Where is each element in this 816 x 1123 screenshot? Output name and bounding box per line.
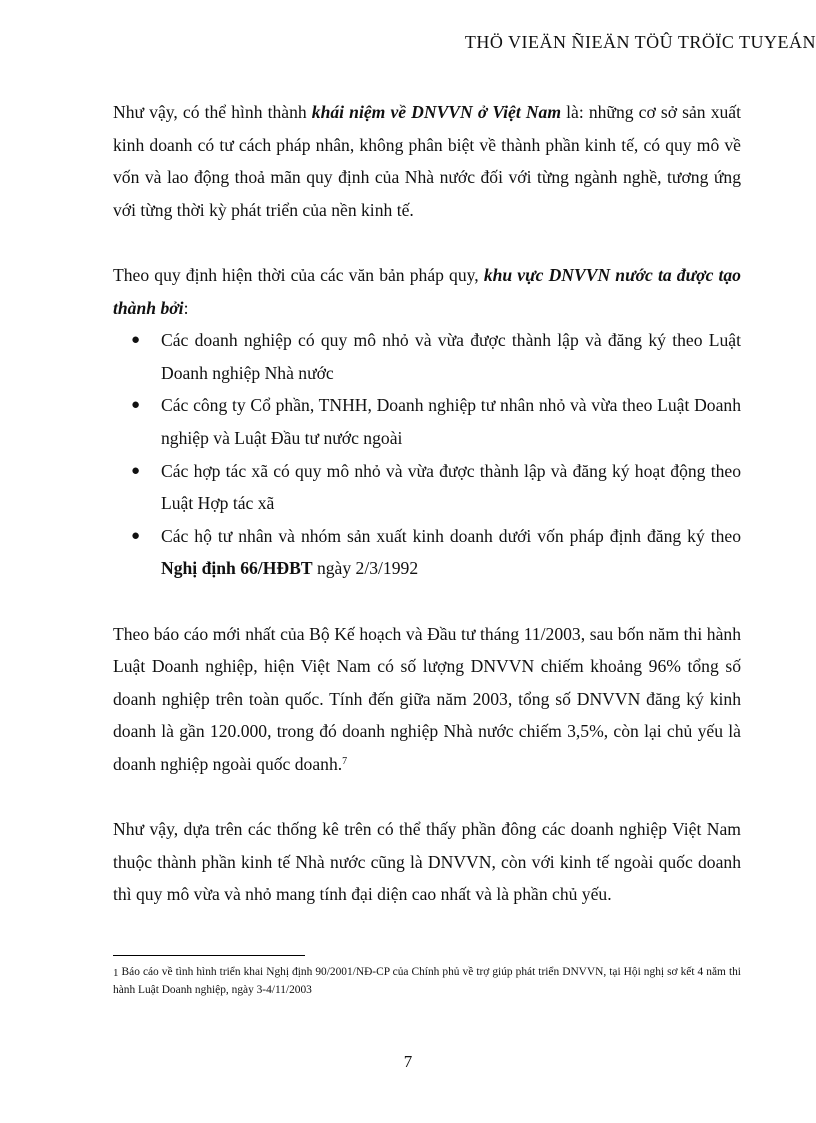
para1-after: là: những cơ sở sản xuất kinh doanh có tư cách pháp nhân, không phân biệt về thành phần kinh tế, có quy mô về vốn và lao động thoả mãn quy định của Nhà nước đối với từng ngành nghề, tương ứng với từng thời kỳ phát triển của nền kinh tế. [113,102,741,220]
page-content [113,96,741,911]
para4-text: Như vậy, dựa trên các thống kê trên có thể thấy phần đông các doanh nghiệp Việt Nam thuộc thành phần kinh tế Nhà nước cũng là DNVVN, còn với kinh tế ngoài quốc doanh thì quy mô vừa và nhỏ mang tính đại diện cao nhất và là phần chủ yếu. [113,819,741,905]
paragraph-definition [113,96,741,226]
para2-after: : [183,297,189,318]
para1-before: Như vậy, có thể hình thành [113,102,312,122]
bullet-icon: ● [131,397,141,414]
para2-emphasis: khu vực DNVVN nước ta được tạo thành bởi [113,264,741,318]
list-item-text: Các hợp tác xã có quy mô nhỏ và vừa được thành lập và đăng ký hoạt động theo Luật Hợp tác xã [161,460,741,514]
list-item [113,455,741,520]
list-item-text-before: Các hộ tư nhân và nhóm sản xuất kinh doanh dưới vốn pháp định đăng ký theo [161,525,741,546]
bullet-icon: ● [131,332,141,349]
bullet-icon: ● [131,462,141,479]
footnote-text: Báo cáo về tình hình triển khai Nghị định 90/2001/NĐ-CP của Chính phủ về trợ giúp phát triển DNVVN, tại Hội nghị sơ kết 4 năm thi hành Luật Doanh nghiệp, ngày 3-4/11/2003 [113,966,741,996]
list-item [113,520,741,585]
paragraph-statistics [113,618,741,781]
footnote [113,963,741,999]
para2-before: Theo quy định hiện thời của các văn bản pháp quy, [113,264,484,285]
paragraph-conclusion [113,813,741,911]
footnote-reference[interactable]: 7 [342,755,348,767]
footnote-number: 1 [113,967,119,979]
page-header: THÖ VIEÄN ÑIEÄN TÖÛ TRÖÏC TUYEÁN [464,32,816,52]
paragraph-classification [113,259,741,324]
list-item-text-after: ngày 2/3/1992 [312,558,419,579]
footnote-divider [113,955,305,956]
decree-reference: Nghị định 66/HĐBT [161,558,313,579]
list-item-text: Các công ty Cổ phần, TNHH, Doanh nghiệp tư nhân nhỏ và vừa theo Luật Doanh nghiệp và Luật Đầu tư nước ngoài [161,395,741,448]
list-item [113,389,741,454]
para1-emphasis: khái niệm về DNVVN ở Việt Nam [311,102,562,122]
bullet-icon: ● [131,527,141,544]
para3-text: Theo báo cáo mới nhất của Bộ Kế hoạch và Đầu tư tháng 11/2003, sau bốn năm thi hành Luật Doanh nghiệp, hiện Việt Nam có số lượng DNVVN chiếm khoảng 96% tổng số doanh nghiệp trên toàn quốc. Tính đến giữa năm 2003, tổng số DNVVN đăng ký kinh doanh là gần 120.000, trong đó doanh nghiệp Nhà nước chiếm 3,5%, còn lại chủ yếu là doanh nghiệp ngoài quốc doanh. [113,623,741,774]
list-item-text: Các doanh nghiệp có quy mô nhỏ và vừa được thành lập và đăng ký theo Luật Doanh nghiệp Nhà nước [161,330,741,383]
page-number: 7 [403,1052,413,1071]
list-item [113,324,741,389]
bullet-list [113,324,741,585]
